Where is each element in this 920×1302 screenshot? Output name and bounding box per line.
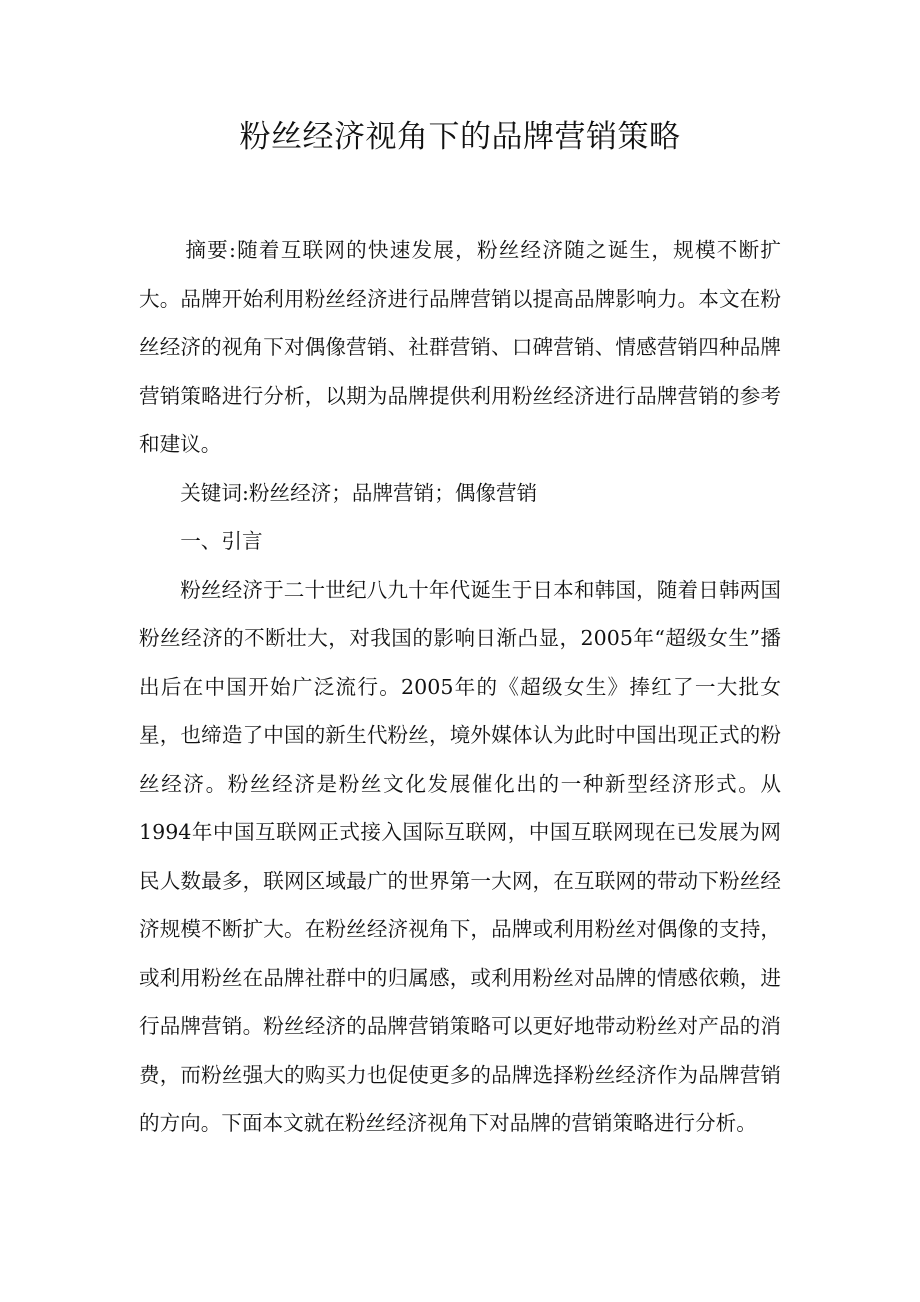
document-body (139, 226, 781, 1148)
abstract-paragraph: 摘要:随着互联网的快速发展，粉丝经济随之诞生，规模不断扩大。品牌开始利用粉丝经济进行品牌营销以提高品牌影响力。本文在粉丝经济的视角下对偶像营销、社群营销、口碑营销、情感营销四种品牌营销策略进行分析，以期为品牌提供利用粉丝经济进行品牌营销的参考和建议。 (139, 238, 781, 456)
section-heading-introduction: 一、引言 (180, 529, 263, 553)
keywords-line: 关键词:粉丝经济；品牌营销；偶像营销 (180, 480, 538, 505)
document-title: 粉丝经济视角下的品牌营销策略 (239, 119, 681, 155)
introduction-paragraph: 粉丝经济于二十世纪八九十年代诞生于日本和韩国，随着日韩两国粉丝经济的不断壮大，对我国的影响日渐凸显，2005年“超级女生”播出后在中国开始广泛流行。2005年的《超级女生》捧红了一大批女星，也缔造了中国的新生代粉丝，境外媒体认为此时中国出现正式的粉丝经济。粉丝经济是粉丝文化发展催化出的一种新型经济形式。从1994年中国互联网正式接入国际互联网，中国互联网现在已发展为网民人数最多，联网区域最广的世界第一大网，在互联网的带动下粉丝经济规模不断扩大。在粉丝经济视角下，品牌或利用粉丝对偶像的支持，或利用粉丝在品牌社群中的归属感，或利用粉丝对品牌的情感依赖，进行品牌营销。粉丝经济的品牌营销策略可以更好地带动粉丝对产品的消费，而粉丝强大的购买力也促使更多的品牌选择粉丝经济作为品牌营销的方向。下面本文就在粉丝经济视角下对品牌的营销策略进行分析。 (139, 577, 781, 1135)
